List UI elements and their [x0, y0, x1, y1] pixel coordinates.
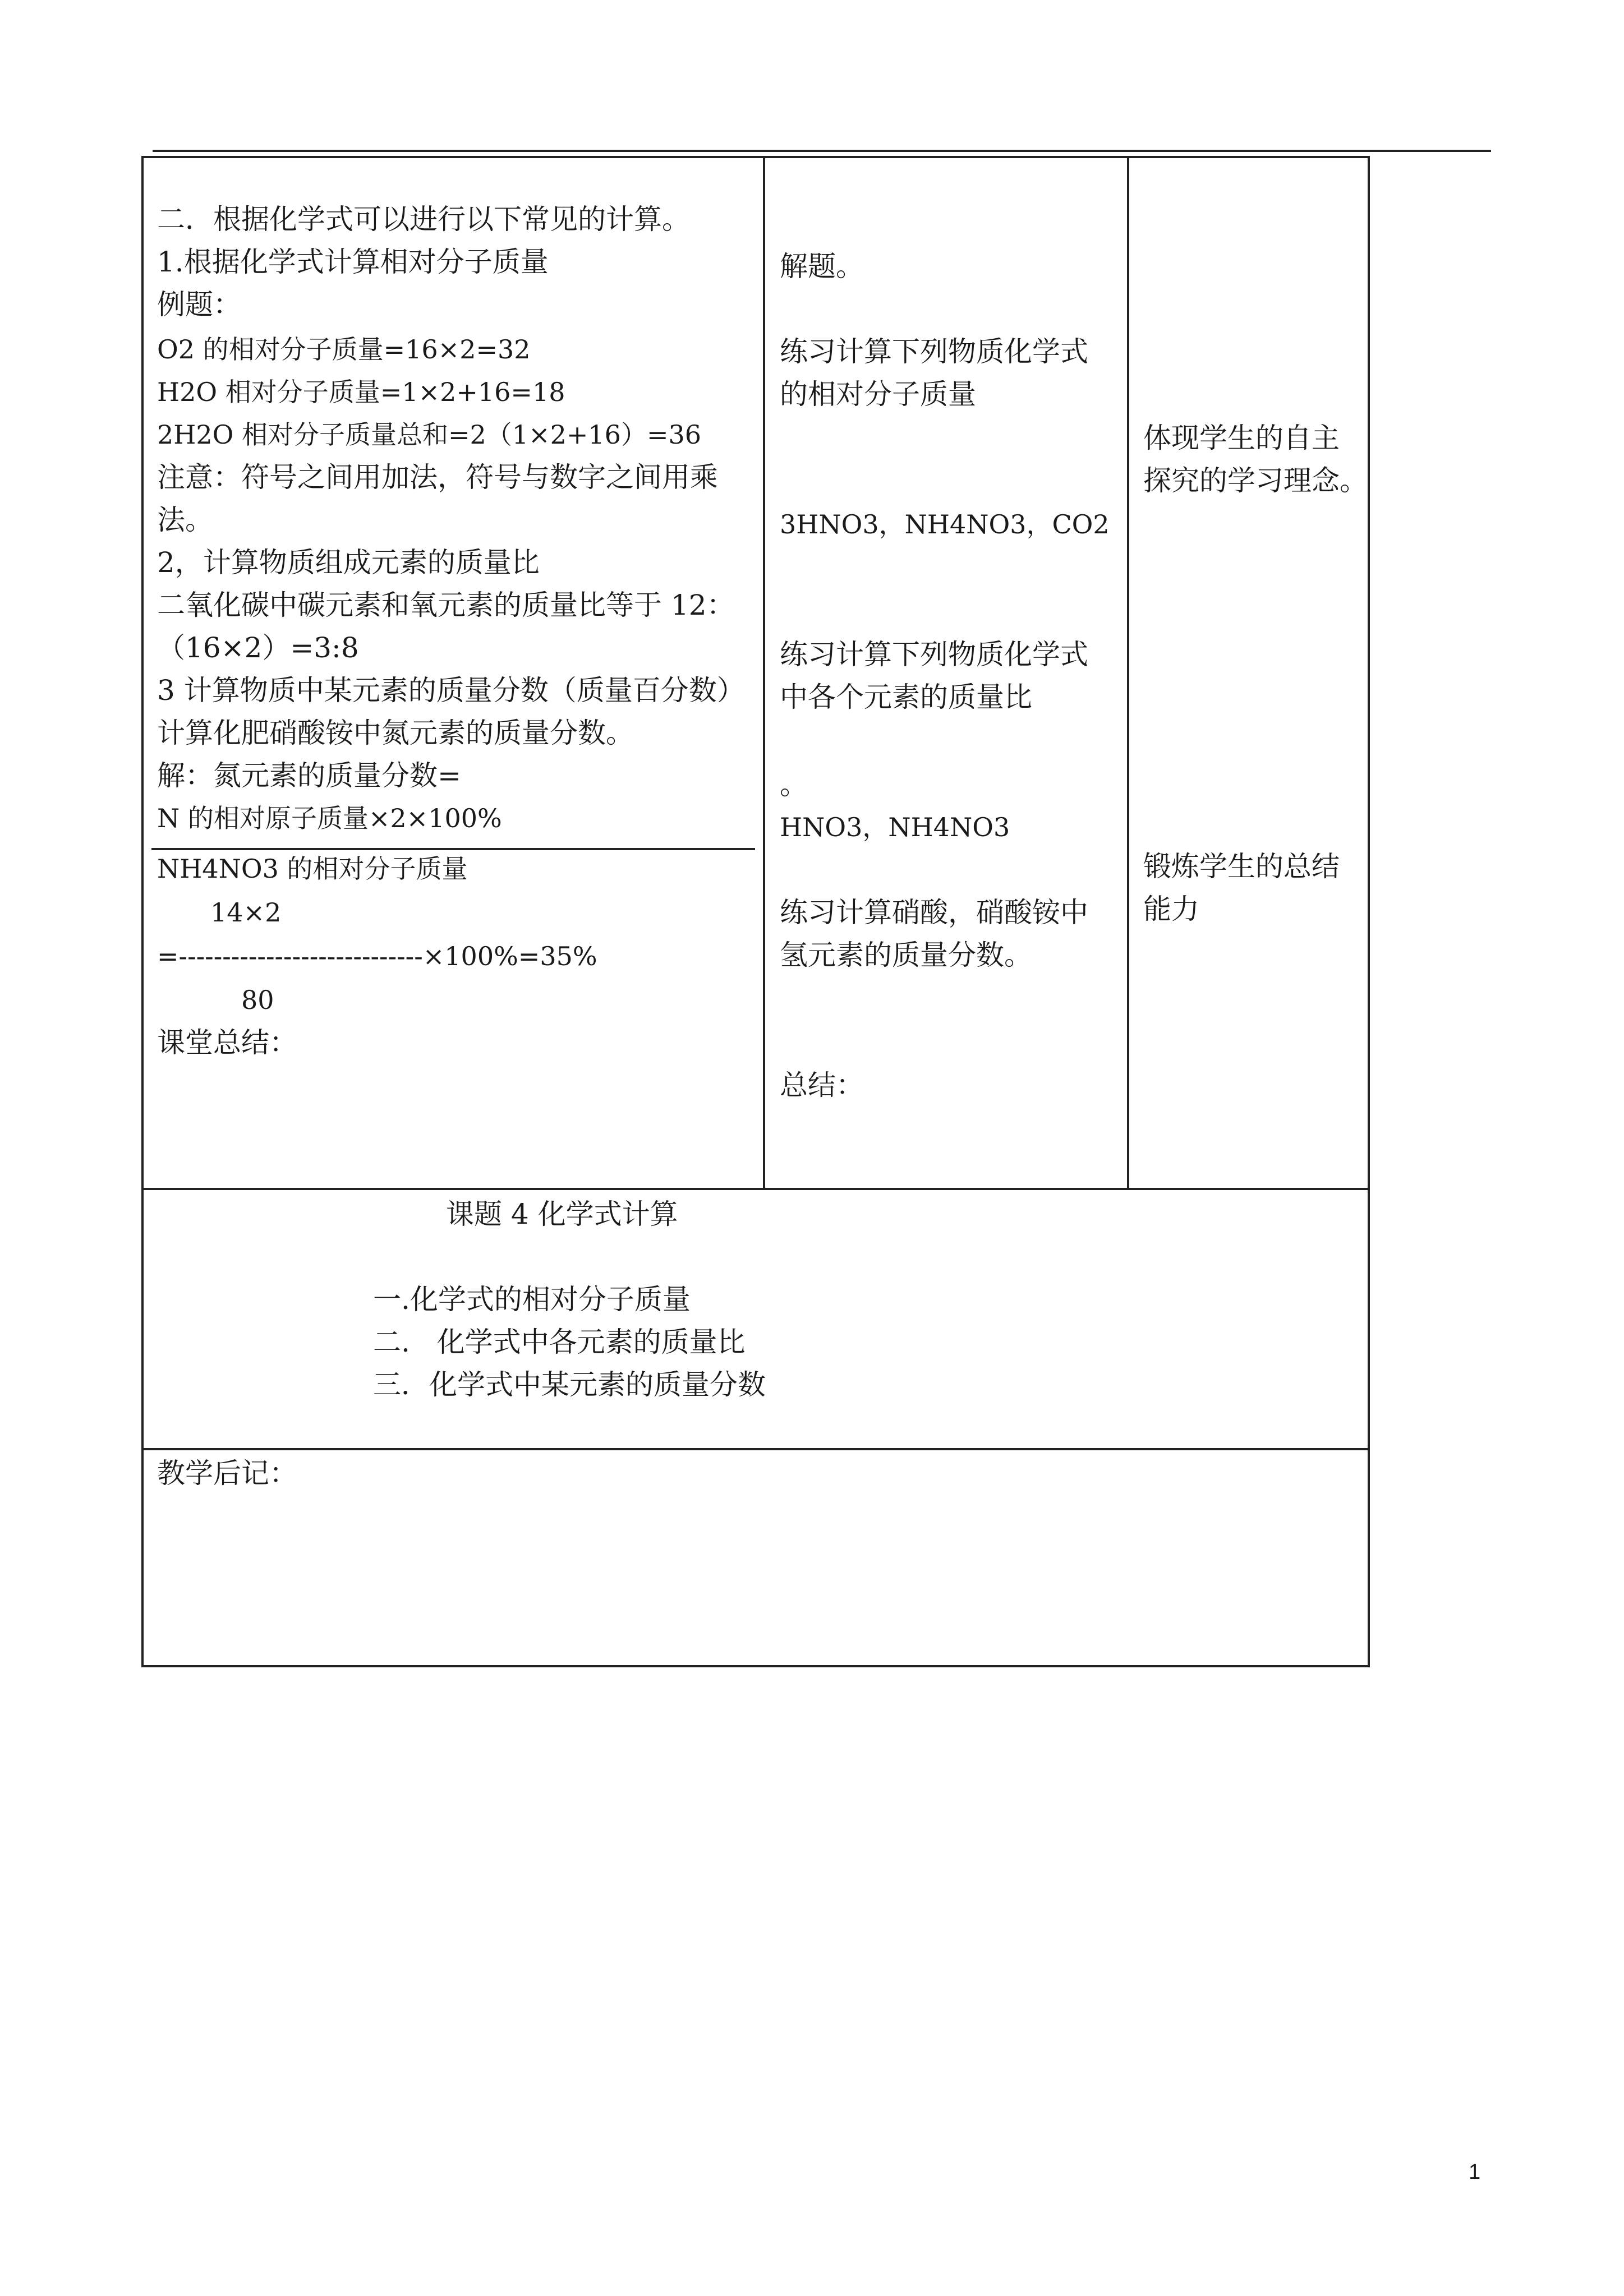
practice-1-formulas: 3HNO3，NH4NO3，CO2 — [780, 509, 1110, 540]
design-intent-1-line-1: 体现学生的自主 — [1143, 422, 1340, 454]
fraction-rule — [151, 848, 755, 850]
subheading-mass-ratio: 2，计算物质组成元素的质量比 — [157, 546, 540, 579]
column-divider-2 — [1127, 156, 1129, 1188]
practice-2-line-1: 练习计算下列物质化学式 — [780, 638, 1088, 671]
example-2h2o: 2H2O 相对分子质量总和=2（1×2+16）=36 — [157, 419, 702, 450]
column-divider-1 — [763, 156, 765, 1188]
board-item-2: 二. 化学式中各元素的质量比 — [373, 1326, 746, 1358]
row-divider-2 — [141, 1448, 1370, 1450]
practice-1-line-2: 的相对分子质量 — [780, 378, 976, 411]
practice-1-line-1: 练习计算下列物质化学式 — [780, 335, 1088, 368]
note-line-2: 法。 — [157, 504, 213, 536]
fraction-denominator: NH4NO3 的相对分子质量 — [157, 854, 468, 884]
mass-fraction-task: 计算化肥硝酸铵中氮元素的质量分数。 — [157, 717, 634, 749]
fraction-numerator: N 的相对原子质量×2×100% — [157, 803, 502, 833]
design-intent-2-line-1: 锻炼学生的总结 — [1143, 850, 1340, 883]
mass-ratio-line-2: （16×2）=3:8 — [157, 631, 359, 664]
board-item-3: 三．化学式中某元素的质量分数 — [373, 1368, 766, 1401]
solution-line: 解：氮元素的质量分数= — [157, 759, 461, 792]
example-label: 例题： — [157, 288, 241, 321]
reflection-label: 教学后记： — [157, 1457, 297, 1490]
design-intent-2-line-2: 能力 — [1143, 893, 1199, 925]
mass-ratio-line-1: 二氧化碳中碳元素和氧元素的质量比等于 12： — [157, 589, 735, 621]
calc-numerator: 14×2 — [210, 897, 282, 928]
example-h2o: H2O 相对分子质量=1×2+16=18 — [157, 377, 565, 407]
subheading-mass-fraction: 3 计算物质中某元素的质量分数（质量百分数） — [157, 674, 745, 707]
practice-2-line-2: 中各个元素的质量比 — [780, 681, 1032, 713]
summary-label: 总结： — [780, 1069, 864, 1101]
calc-line: =----------------------------×100%=35% — [157, 941, 597, 971]
practice-3-line-1: 练习计算硝酸，硝酸铵中 — [780, 896, 1088, 929]
note-line-1: 注意：符号之间用加法，符号与数字之间用乘 — [157, 461, 718, 494]
section-heading: 二．根据化学式可以进行以下常见的计算。 — [157, 203, 690, 236]
practice-3-line-2: 氢元素的质量分数。 — [780, 939, 1032, 971]
page-number: 1 — [1469, 2160, 1481, 2184]
class-summary-label: 课堂总结： — [157, 1026, 297, 1059]
subheading-relative-molecular-mass: 1.根据化学式计算相对分子质量 — [157, 246, 549, 278]
header-rule — [153, 150, 1491, 152]
practice-2-mark: 。 — [780, 768, 808, 801]
design-intent-1-line-2: 探究的学习理念。 — [1143, 464, 1368, 497]
solve-label: 解题。 — [780, 250, 864, 283]
row-divider-1 — [141, 1188, 1370, 1190]
board-item-1: 一.化学式的相对分子质量 — [373, 1283, 691, 1316]
example-o2: O2 的相对分子质量=16×2=32 — [157, 334, 531, 365]
board-title: 课题 4 化学式计算 — [446, 1198, 678, 1230]
practice-2-formulas: HNO3，NH4NO3 — [780, 812, 1010, 842]
calc-denominator: 80 — [241, 985, 274, 1015]
